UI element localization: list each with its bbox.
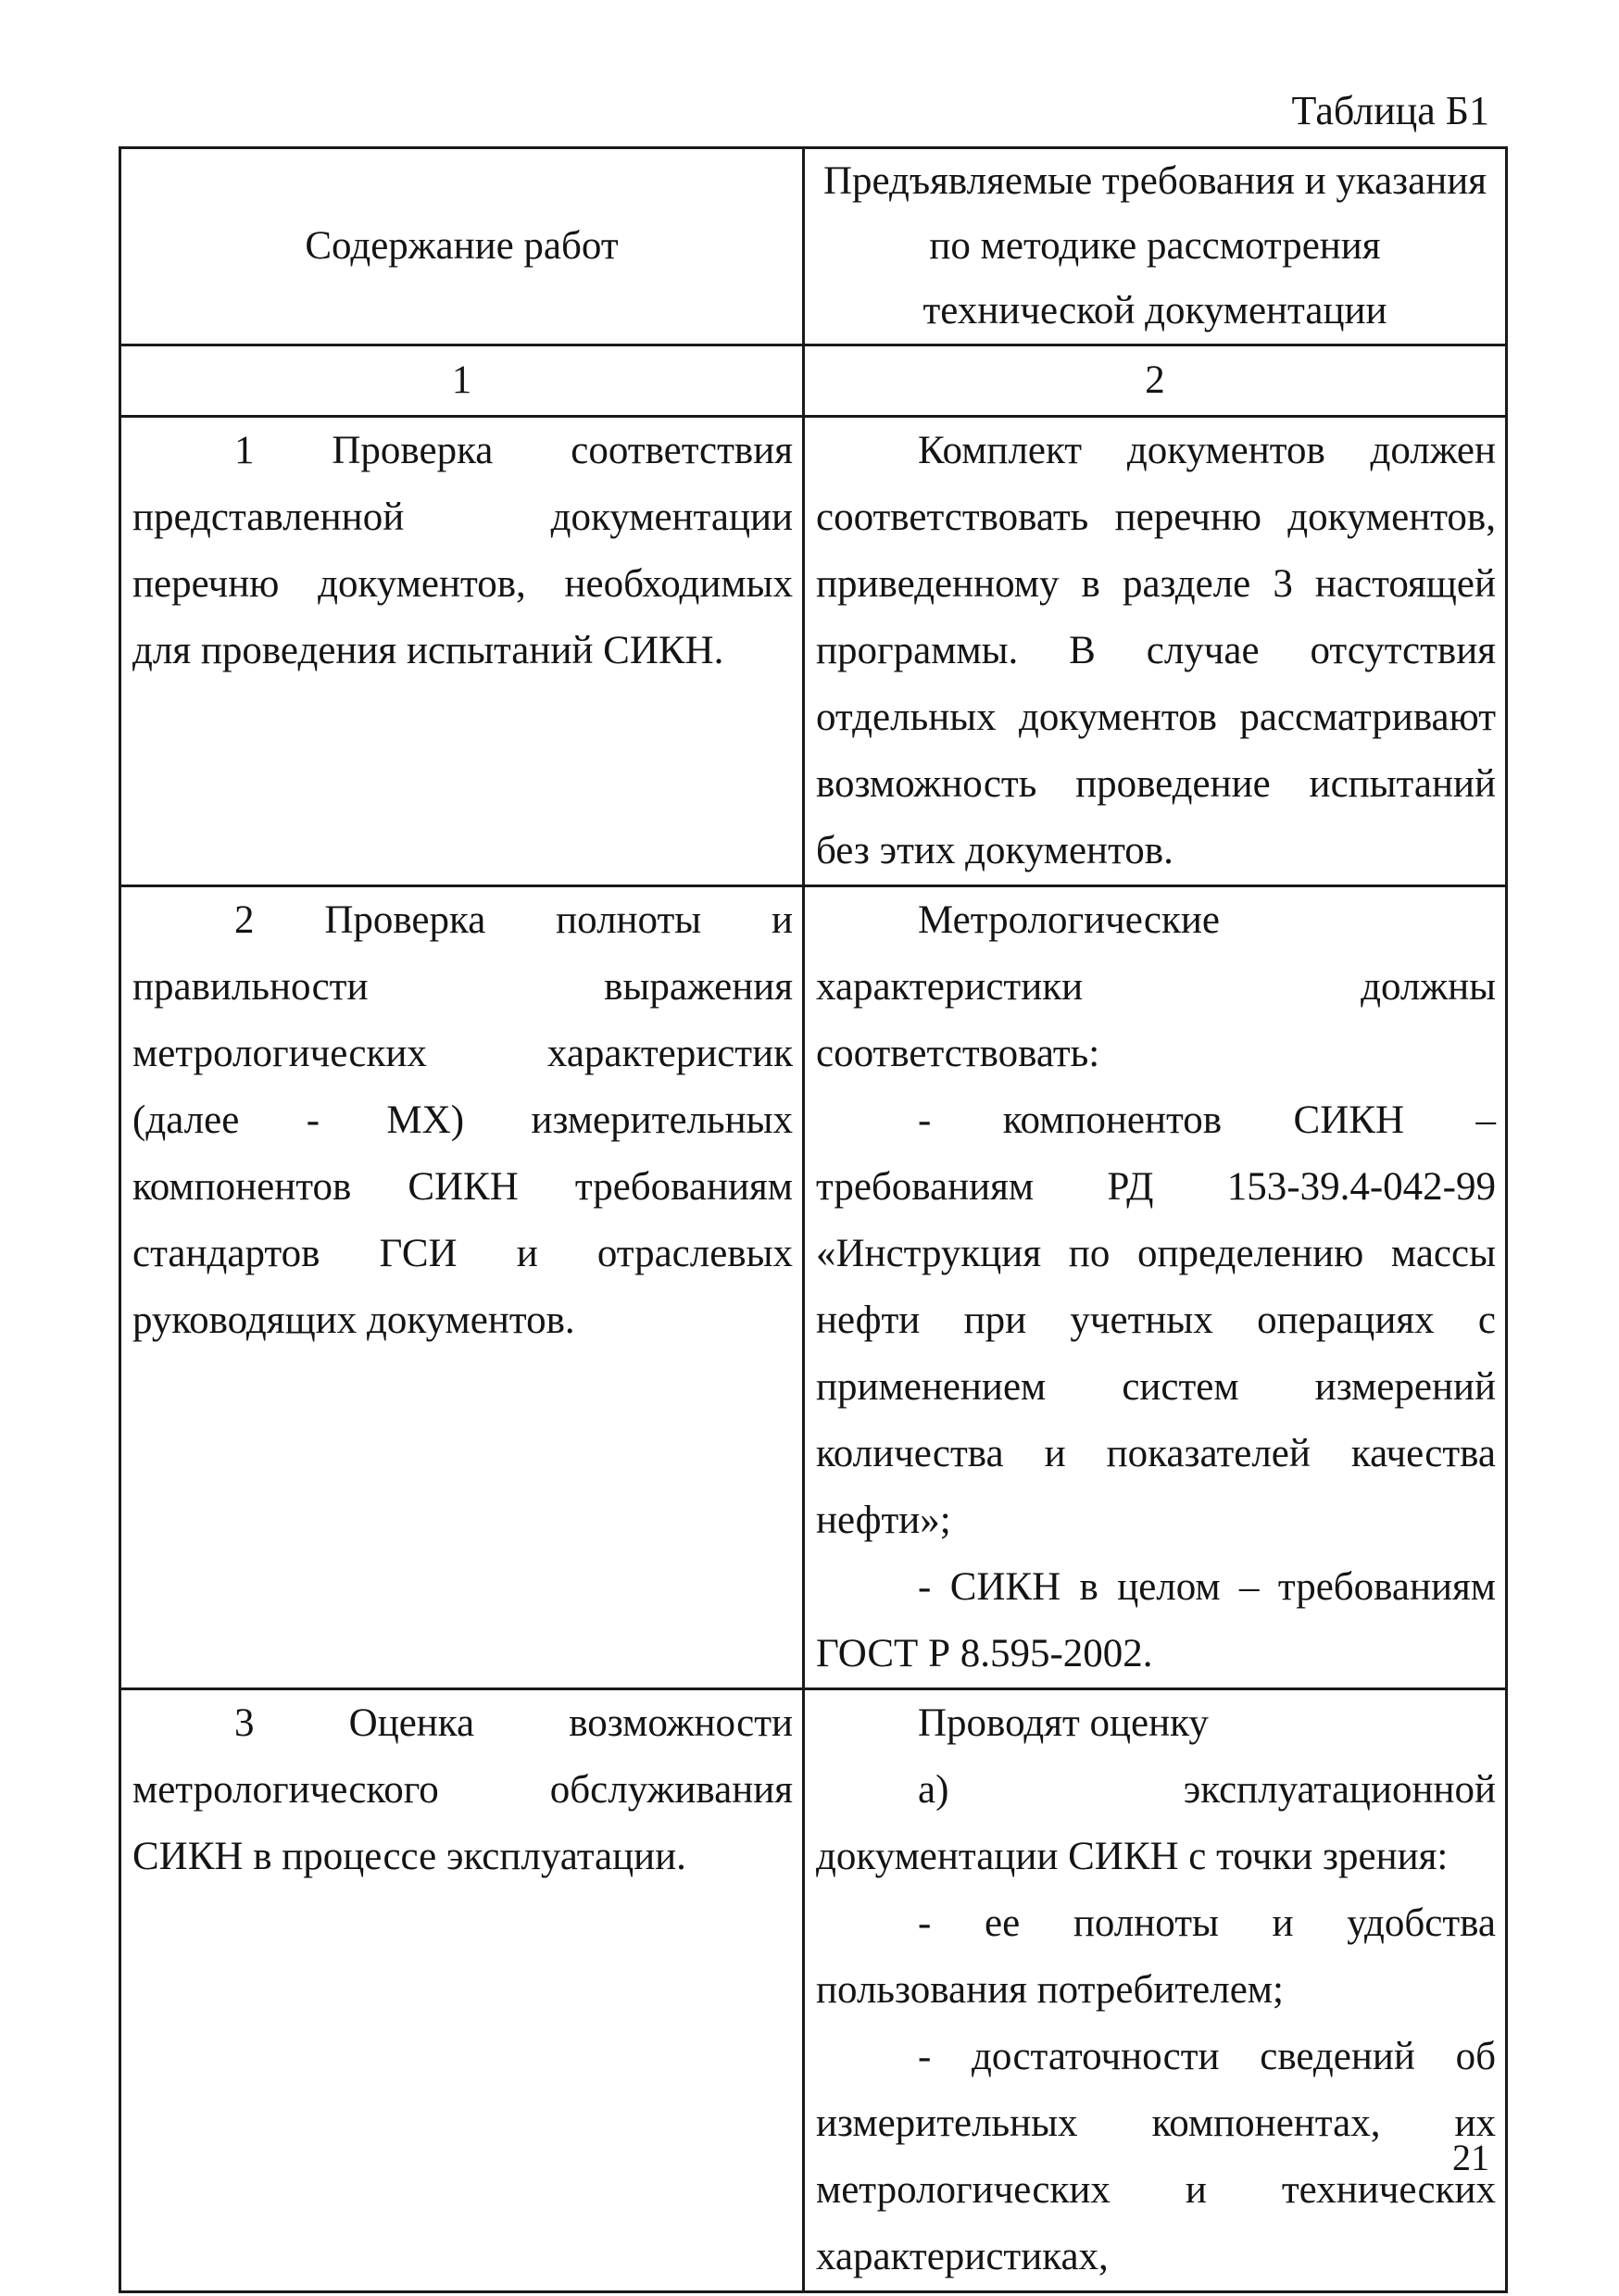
table-row	[120, 886, 1507, 1689]
header-work-content: Содержание работ	[305, 224, 619, 268]
work-text: 2 Проверка полноты и правильности выражения метрологических характеристик (далее - МХ) измерительных компонентов СИКН требованиям стандартов ГСИ и отраслевых руководящих документов.	[132, 898, 793, 1342]
requirement-paragraph: а) эксплуатационной документации СИКН с точки зрения:	[816, 1768, 1496, 1878]
requirements-cell	[804, 1689, 1507, 2292]
header-cell-work	[120, 148, 804, 345]
requirement-paragraph: - СИКН в целом – требованиям ГОСТ Р 8.595-2002.	[816, 1565, 1496, 1675]
work-text: 3 Оценка возможности метрологического обслуживания СИКН в процессе эксплуатации.	[132, 1701, 793, 1878]
requirement-paragraph: Проводят оценку	[918, 1701, 1209, 1745]
work-text: 1 Проверка соответствия представленной документации перечню документов, необходимых для проведения испытаний СИКН.	[132, 429, 793, 672]
column-number-row	[120, 345, 1507, 417]
work-cell	[120, 1689, 804, 2292]
requirement-paragraph: Комплект документов должен соответствовать перечню документов, приведенному в разделе 3 настоящей программы. В случае отсутствия отдельных документов рассматривают возможность проведение испытаний без этих документов.	[816, 429, 1496, 872]
requirement-paragraph: - компонентов СИКН – требованиям РД 153-39.4-042-99 «Инструкция по определению массы нефти при учетных операциях с применением систем измерений количества и показателей качества нефти»;	[816, 1098, 1496, 1542]
work-cell	[120, 886, 804, 1689]
requirements-cell	[804, 886, 1507, 1689]
table-caption: Таблица Б1	[1291, 88, 1489, 133]
work-cell	[120, 417, 804, 886]
table-header-row	[120, 148, 1507, 345]
header-cell-requirements	[804, 148, 1507, 345]
table-row	[120, 1689, 1507, 2292]
column-number-1: 1	[120, 345, 804, 417]
header-requirements-text: Предъявляемые требования и указания по методике рассмотрения технической документации	[822, 159, 1487, 332]
page-number: 21	[1452, 2137, 1489, 2178]
table-row	[120, 417, 1507, 886]
column-number-2: 2	[804, 345, 1507, 417]
requirement-paragraph: - ее полноты и удобства пользования потребителем;	[816, 1901, 1496, 2012]
requirements-table	[119, 146, 1508, 2293]
requirement-paragraph: - достаточности сведений об измерительных компонентах, их метрологических и технических характеристиках,	[816, 2035, 1496, 2278]
requirements-cell	[804, 417, 1507, 886]
requirement-paragraph: Метрологические характеристики должны соответствовать:	[816, 898, 1496, 1075]
